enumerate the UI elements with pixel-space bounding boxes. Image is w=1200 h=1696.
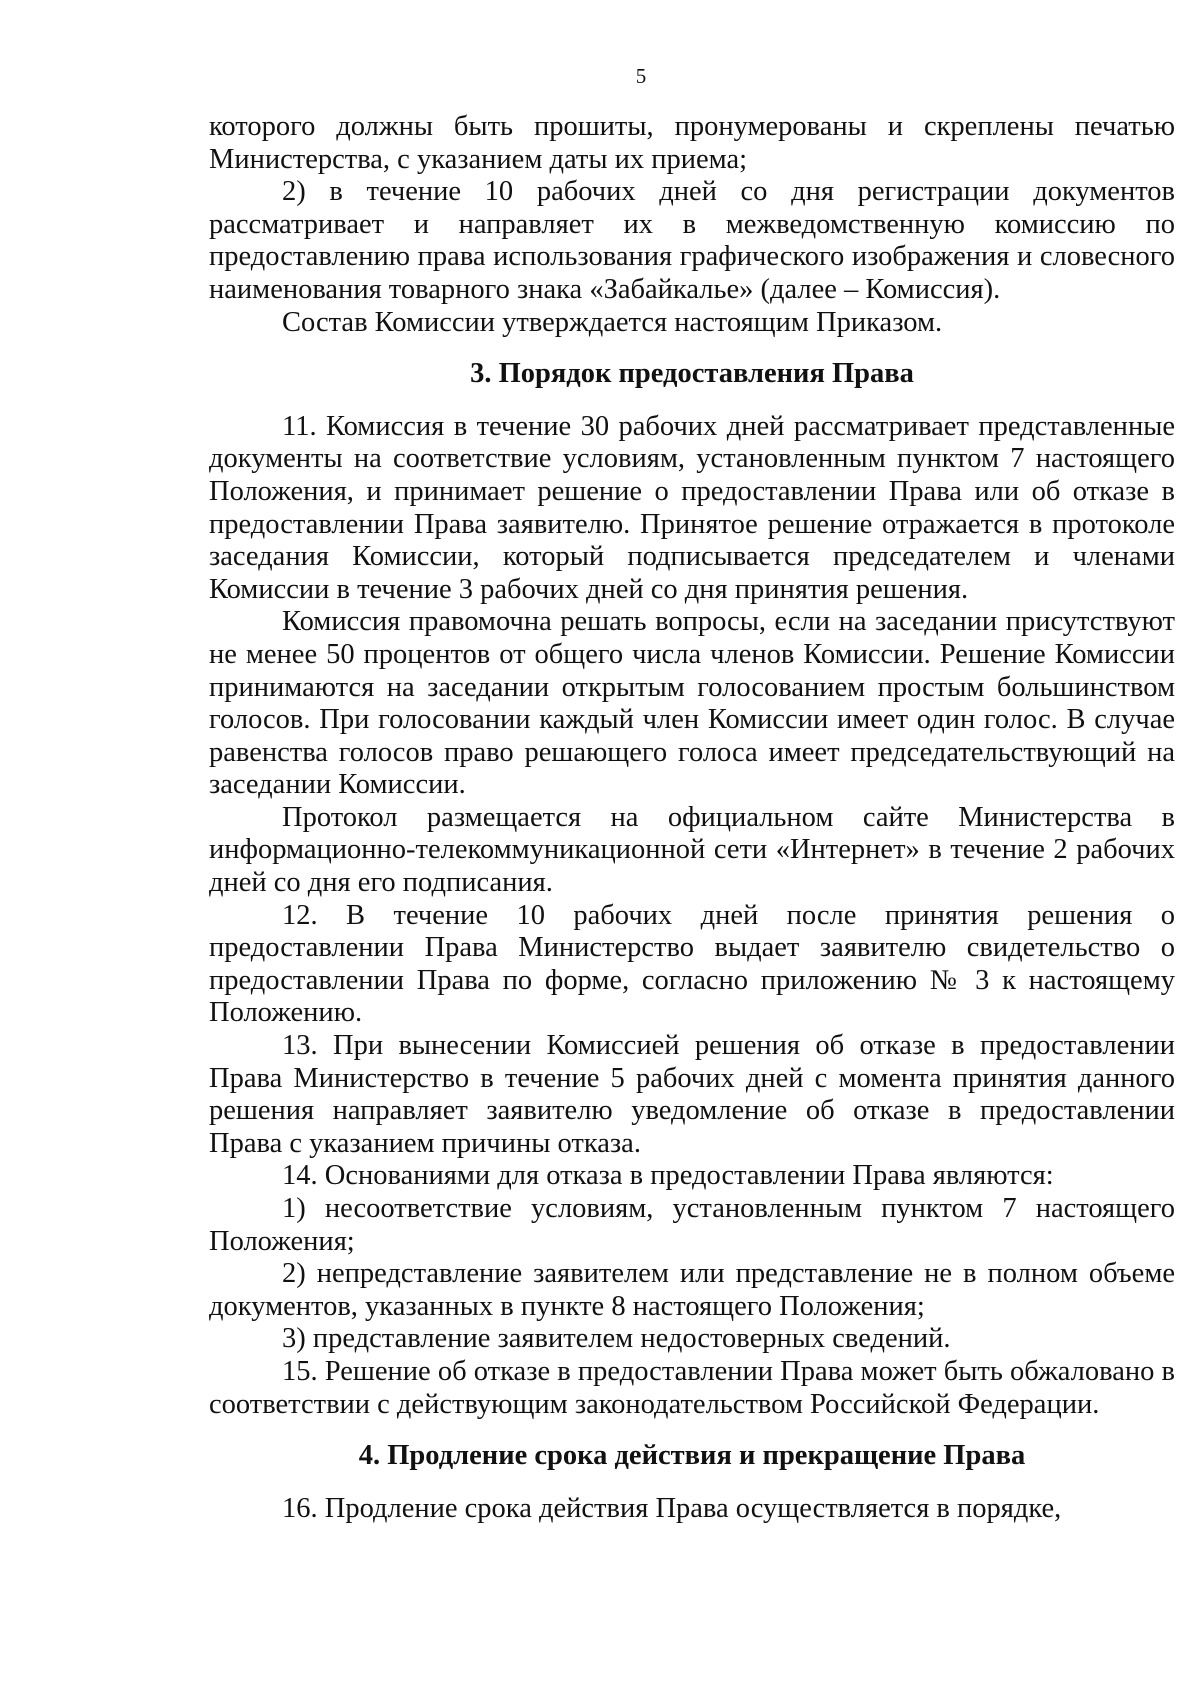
- paragraph-continuation: которого должны быть прошиты, пронумерованы и скреплены печатью Министерства, с указанием даты их приема;: [209, 111, 1175, 175]
- paragraph-refusal-reason-3: 3) представление заявителем недостоверных сведений.: [282, 1323, 951, 1355]
- paragraph-clause-13: 13. При вынесении Комиссией решения об отказе в предоставлении Права Министерство в течение 5 рабочих дней с момента принятия данного решения направляет заявителю уведомление об отказе в предоставлении Права с указанием причины отказа.: [209, 1030, 1175, 1159]
- paragraph-clause-11: 11. Комиссия в течение 30 рабочих дней рассматривает представленные документы на соответствие условиям, установленным пунктом 7 настоящего Положения, и принимает решение о предоставлении Права или об отказе в предоставлении Права заявителю. Принятое решение отражается в протоколе заседания Комиссии, который подписывается председателем и членами Комиссии в течение 3 рабочих дней со дня принятия решения.: [209, 410, 1175, 605]
- paragraph-clause-12: 12. В течение 10 рабочих дней после принятия решения о предоставлении Права Министерство выдает заявителю свидетельство о предоставлении Права по форме, согласно приложению № 3 к настоящему Положению.: [209, 899, 1175, 1029]
- paragraph-refusal-reason-2: 2) непредставление заявителем или представление не в полном объеме документов, указанных в пункте 8 настоящего Положения;: [209, 1258, 1175, 1322]
- section-heading-3: 3. Порядок предоставления Права: [470, 358, 914, 390]
- paragraph-protocol-publication: Протокол размещается на официальном сайте Министерства в информационно-телекоммуникационной сети «Интернет» в течение 2 рабочих дней со дня его подписания.: [209, 801, 1175, 899]
- paragraph-clause-16: 16. Продление срока действия Права осуществляется в порядке,: [282, 1492, 1062, 1524]
- section-heading-4: 4. Продление срока действия и прекращение Права: [358, 1440, 1026, 1472]
- paragraph-clause-15: 15. Решение об отказе в предоставлении Права может быть обжаловано в соответствии с действующим законодательством Российской Федерации.: [209, 1355, 1175, 1420]
- page-number: 5: [635, 64, 647, 88]
- paragraph-clause-14: 14. Основаниями для отказа в предоставлении Права являются:: [282, 1160, 1054, 1192]
- paragraph-item-2: 2) в течение 10 рабочих дней со дня регистрации документов рассматривает и направляет их в межведомственную комиссию по предоставлению права использования графического изображения и словесного наименования товарного знака «Забайкалье» (далее – Комиссия).: [209, 176, 1175, 305]
- paragraph-commission-quorum: Комиссия правомочна решать вопросы, если на заседании присутствуют не менее 50 процентов от общего числа членов Комиссии. Решение Комиссии принимаются на заседании открытым голосованием простым большинством голосов. При голосовании каждый член Комиссии имеет один голос. В случае равенства голосов право решающего голоса имеет председательствующий на заседании Комиссии.: [209, 606, 1175, 801]
- paragraph-refusal-reason-1: 1) несоответствие условиям, установленным пунктом 7 настоящего Положения;: [209, 1193, 1175, 1257]
- paragraph-commission-composition: Состав Комиссии утверждается настоящим Приказом.: [282, 306, 943, 338]
- document-body: [209, 111, 1175, 1525]
